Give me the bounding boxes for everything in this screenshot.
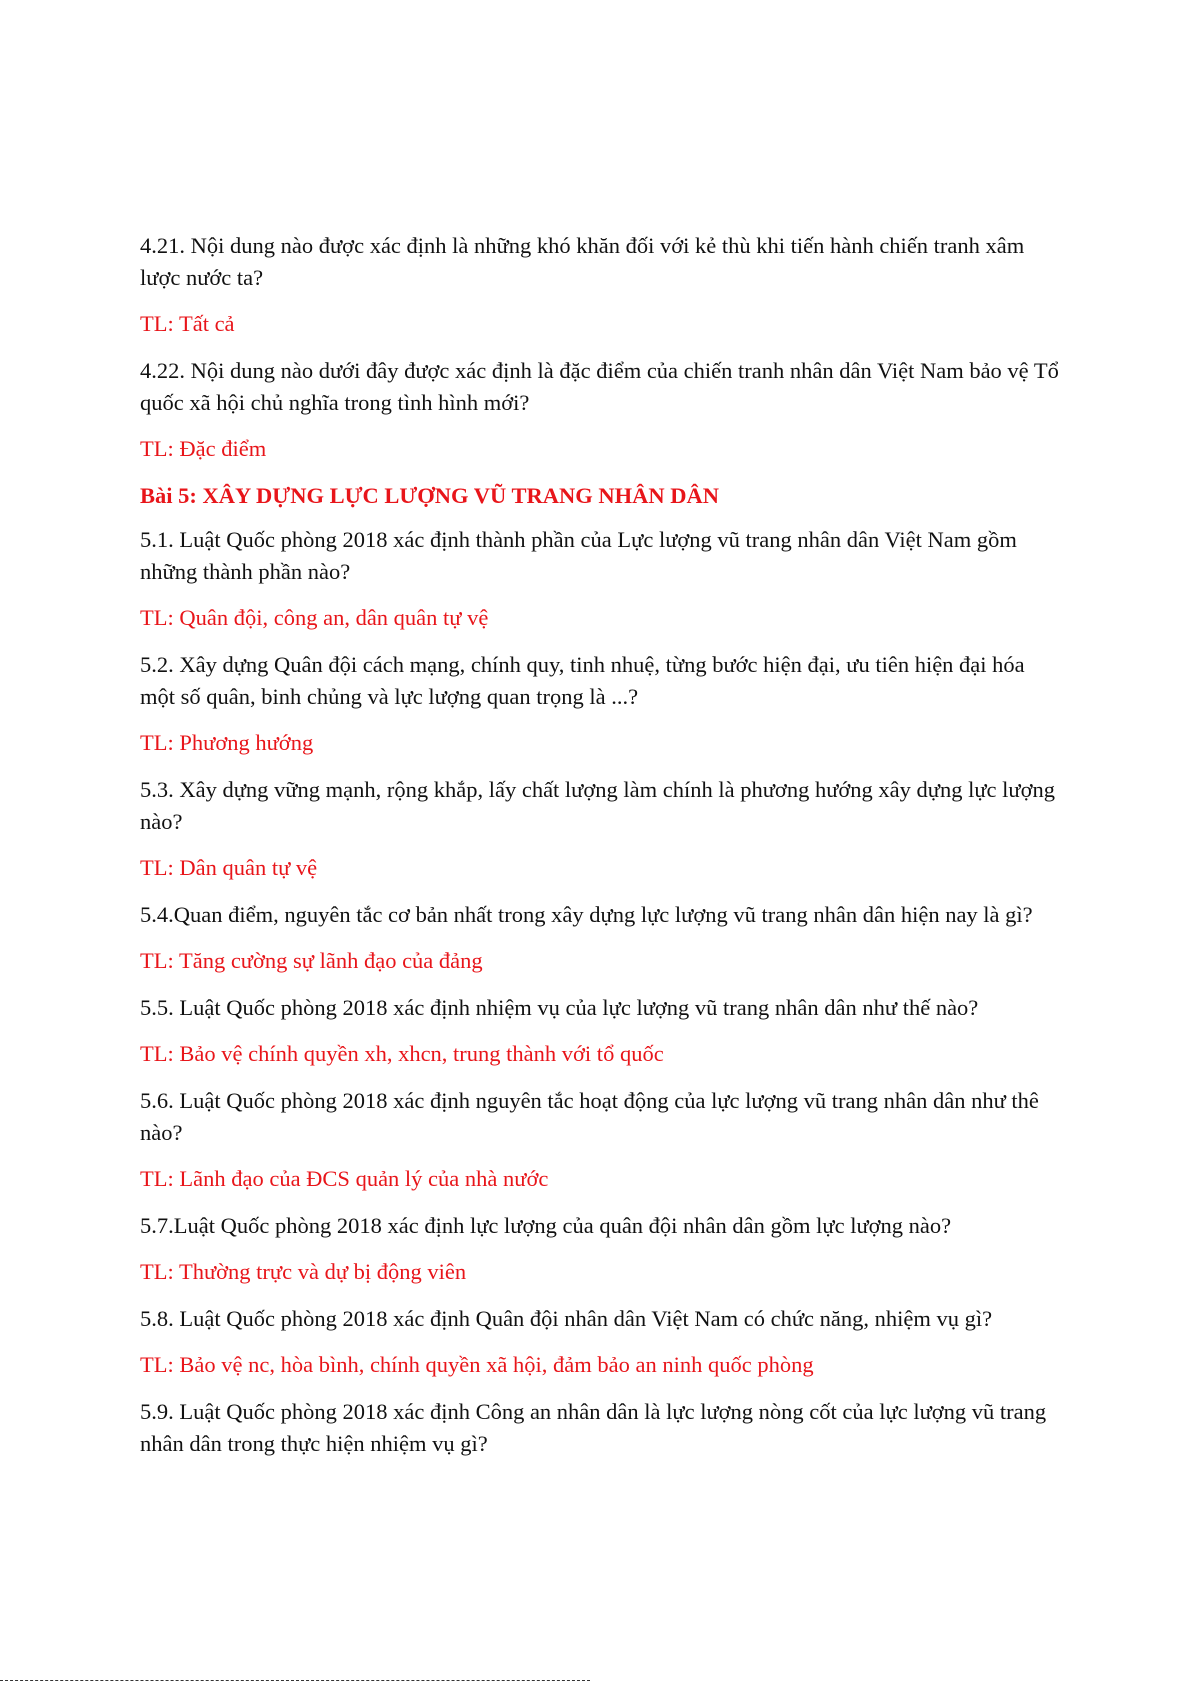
- answer-5-5: TL: Bảo vệ chính quyền xh, xhcn, trung thành với tổ quốc: [140, 1041, 664, 1066]
- answer-5-4: TL: Tăng cường sự lãnh đạo của đảng: [140, 948, 483, 973]
- question-5-5: 5.5. Luật Quốc phòng 2018 xác định nhiệm vụ của lực lượng vũ trang nhân dân như thế nào?: [140, 995, 979, 1020]
- answer-5-3: TL: Dân quân tự vệ: [140, 855, 318, 880]
- section-heading-bai-5: Bài 5: XÂY DỰNG LỰC LƯỢNG VŨ TRANG NHÂN DÂN: [140, 483, 719, 508]
- question-5-3: 5.3. Xây dựng vững mạnh, rộng khắp, lấy chất lượng làm chính là phương hướng xây dựng lực lượng nào?: [140, 777, 1056, 834]
- question-5-2: 5.2. Xây dựng Quân đội cách mạng, chính quy, tinh nhuệ, từng bước hiện đại, ưu tiên hiện đại hóa một số quân, binh chủng và lực lượng quan trọng là ...?: [140, 652, 1025, 709]
- answer-5-8: TL: Bảo vệ nc, hòa bình, chính quyền xã hội, đảm bảo an ninh quốc phòng: [140, 1352, 814, 1377]
- question-5-7: 5.7.Luật Quốc phòng 2018 xác định lực lượng của quân đội nhân dân gồm lực lượng nào?: [140, 1213, 952, 1238]
- footer-divider: [0, 1680, 590, 1681]
- answer-5-6: TL: Lãnh đạo của ĐCS quản lý của nhà nước: [140, 1166, 549, 1191]
- question-5-8: 5.8. Luật Quốc phòng 2018 xác định Quân đội nhân dân Việt Nam có chức năng, nhiệm vụ gì?: [140, 1306, 993, 1331]
- answer-5-2: TL: Phương hướng: [140, 730, 314, 755]
- question-4-21: 4.21. Nội dung nào được xác định là những khó khăn đối với kẻ thù khi tiến hành chiến tranh xâm lược nước ta?: [140, 233, 1025, 290]
- question-5-9: 5.9. Luật Quốc phòng 2018 xác định Công an nhân dân là lực lượng nòng cốt của lực lượng vũ trang nhân dân trong thực hiện nhiệm vụ gì?: [140, 1399, 1047, 1456]
- question-5-1: 5.1. Luật Quốc phòng 2018 xác định thành phần của Lực lượng vũ trang nhân dân Việt Nam gồm những thành phần nào?: [140, 527, 1017, 584]
- answer-5-1: TL: Quân đội, công an, dân quân tự vệ: [140, 605, 489, 630]
- question-5-4: 5.4.Quan điểm, nguyên tắc cơ bản nhất trong xây dựng lực lượng vũ trang nhân dân hiện nay là gì?: [140, 902, 1033, 927]
- answer-5-7: TL: Thường trực và dự bị động viên: [140, 1259, 467, 1284]
- document-body: [140, 230, 1060, 1474]
- question-4-22: 4.22. Nội dung nào dưới đây được xác định là đặc điểm của chiến tranh nhân dân Việt Nam bảo vệ Tổ quốc xã hội chủ nghĩa trong tình hình mới?: [140, 358, 1059, 415]
- answer-4-22: TL: Đặc điểm: [140, 436, 267, 461]
- answer-4-21: TL: Tất cả: [140, 311, 235, 336]
- question-5-6: 5.6. Luật Quốc phòng 2018 xác định nguyên tắc hoạt động của lực lượng vũ trang nhân dân như thê nào?: [140, 1088, 1039, 1145]
